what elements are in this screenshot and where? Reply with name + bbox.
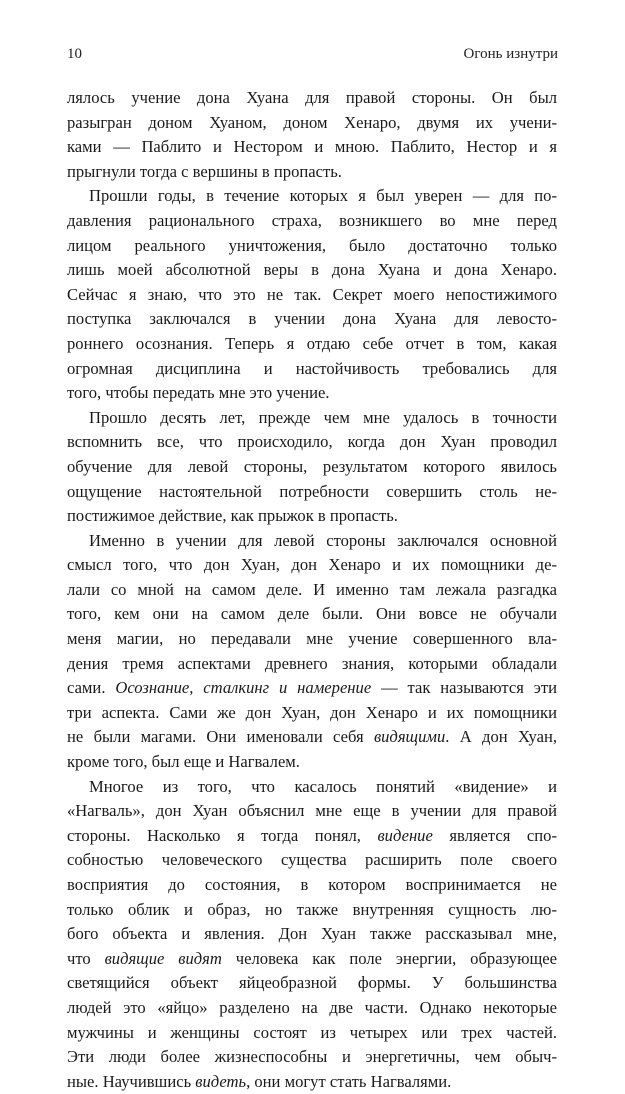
text-line <box>67 504 557 529</box>
text-run: дения тремя аспектами древнего знания, которыми обладали <box>67 653 557 673</box>
text-line <box>67 1070 557 1094</box>
text-run: три аспекта. Сами же дон Хуан, дон Хенаро и их помощники <box>67 702 557 722</box>
text-run: является спо- <box>432 825 557 845</box>
text-run: роннего осознания. Теперь я отдаю себе отчет в том, какая <box>67 333 557 353</box>
text-line <box>67 258 557 283</box>
italic-term: видение <box>377 825 433 845</box>
text-run: вспомнить все, что происходило, когда дон Хуан проводил <box>67 432 557 452</box>
text-run: кроме того, был еще и Нагвалем. <box>67 752 300 772</box>
text-run: смысл того, что дон Хуан, дон Хенаро и их помощники де- <box>67 555 557 575</box>
text-line <box>67 184 557 209</box>
text-line <box>67 307 557 332</box>
paragraph <box>67 184 557 405</box>
text-run: Прошло десять лет, прежде чем мне удалось в точности <box>89 407 557 427</box>
text-run: бого объекта и явления. Дон Хуан также рассказывал мне, <box>67 924 557 944</box>
italic-term: видеть <box>195 1071 247 1091</box>
text-run: человека как поле энергии, образующее <box>221 948 557 968</box>
text-run: того, кем они на самом деле были. Они вовсе не обучали <box>67 604 557 624</box>
text-run: меня магии, но передавали мне учение совершенного вла- <box>67 629 557 649</box>
page-number: 10 <box>67 46 82 62</box>
text-line <box>67 652 557 677</box>
text-run: лишь моей абсолютной веры в дона Хуана и дона Хенаро. <box>67 260 557 280</box>
text-line <box>67 898 557 923</box>
text-line <box>67 283 557 308</box>
paragraph <box>67 529 557 775</box>
text-run: ощущение настоятельной потребности совершить столь не- <box>67 481 557 501</box>
text-run: восприятия до состояния, в котором воспринимается не <box>67 875 557 894</box>
text-line <box>67 824 557 849</box>
text-run: постижимое действие, как прыжок в пропасть. <box>67 506 398 526</box>
text-line <box>67 947 557 972</box>
text-line <box>67 332 557 357</box>
text-run: Многое из того, что касалось понятий «видение» и <box>89 776 557 796</box>
text-line <box>67 873 557 898</box>
text-line <box>67 775 557 800</box>
text-run: — так называются эти <box>371 678 557 698</box>
text-line <box>67 160 557 185</box>
text-line <box>67 553 557 578</box>
text-line <box>67 111 557 136</box>
italic-term: Осознание, сталкинг и намерение <box>115 678 372 698</box>
text-run: , они могут стать Нагвалями. <box>246 1071 452 1091</box>
text-run: огромная дисциплина и настойчивость требовались для <box>67 358 557 378</box>
body-text <box>67 86 557 1094</box>
text-line <box>67 357 557 382</box>
text-run: Прошли годы, в течение которых я был уверен — для по- <box>89 186 557 206</box>
running-title: Огонь изнутри <box>463 46 558 62</box>
text-run: того, чтобы передать мне это учение. <box>67 383 330 403</box>
text-line <box>67 578 557 603</box>
text-run: Эти люди более жизнеспособны и энергетичны, чем обыч- <box>67 1047 557 1067</box>
text-run: лялось учение дона Хуана для правой стороны. Он был <box>67 88 557 107</box>
text-run: мужчины и женщины состоят из четырех или трех частей. <box>67 1022 557 1042</box>
text-run: «Нагваль», дон Хуан объяснил мне еще в учении для правой <box>67 801 557 821</box>
text-run: поступка заключался в учении дона Хуана для левосто- <box>67 309 557 329</box>
text-run: разыгран доном Хуаном, доном Хенаро, двумя их учени- <box>67 112 557 132</box>
text-run: только облик и образ, но также внутренняя сущность лю- <box>67 899 557 919</box>
italic-term: видящие видят <box>104 948 222 968</box>
text-run: собностью человеческого существа расширить поле своего <box>67 850 557 870</box>
text-line <box>67 971 557 996</box>
text-line <box>67 455 557 480</box>
text-run: что <box>67 948 105 968</box>
text-line <box>67 627 557 652</box>
text-line <box>67 86 557 111</box>
text-run: сами. <box>67 678 116 698</box>
paragraph <box>67 775 557 1094</box>
text-line <box>67 406 557 431</box>
text-line <box>67 381 557 406</box>
text-run: прыгнули тогда с вершины в пропасть. <box>67 161 342 181</box>
text-run: не были магами. Они именовали себя <box>67 727 374 747</box>
text-run: светящийся объект яйцеобразной формы. У большинства <box>67 973 557 993</box>
text-run: ные. Научившись <box>67 1071 196 1091</box>
text-line <box>67 234 557 259</box>
text-line <box>67 848 557 873</box>
text-run: . А дон Хуан, <box>445 727 557 747</box>
text-run: стороны. Насколько я тогда понял, <box>67 825 378 845</box>
text-line <box>67 799 557 824</box>
paragraph <box>67 86 557 184</box>
text-line <box>67 750 557 775</box>
text-line <box>67 602 557 627</box>
text-line <box>67 676 557 701</box>
text-line <box>67 725 557 750</box>
text-line <box>67 135 557 160</box>
text-run: обучение для левой стороны, результатом которого явилось <box>67 456 557 476</box>
text-line <box>67 1021 557 1046</box>
text-line <box>67 1045 557 1070</box>
text-line <box>67 480 557 505</box>
running-header <box>67 46 558 63</box>
text-run: давления рационального страха, возникшего во мне перед <box>67 210 557 230</box>
text-line <box>67 922 557 947</box>
text-run: людей это «яйцо» разделено на две части. Однако некоторые <box>67 997 557 1017</box>
text-run: ками — Паблито и Нестором и мною. Паблито, Нестор и я <box>67 137 557 157</box>
text-line <box>67 209 557 234</box>
italic-term: видящими <box>373 727 446 747</box>
text-run: Сейчас я знаю, что это не так. Секрет моего непостижимого <box>67 284 557 304</box>
text-run: лицом реального уничтожения, было достаточно только <box>67 235 557 255</box>
text-line <box>67 430 557 455</box>
text-line <box>67 701 557 726</box>
text-run: Именно в учении для левой стороны заключался основной <box>89 530 557 550</box>
text-run: лали со мной на самом деле. И именно там лежала разгадка <box>67 579 557 599</box>
text-line <box>67 529 557 554</box>
paragraph <box>67 406 557 529</box>
